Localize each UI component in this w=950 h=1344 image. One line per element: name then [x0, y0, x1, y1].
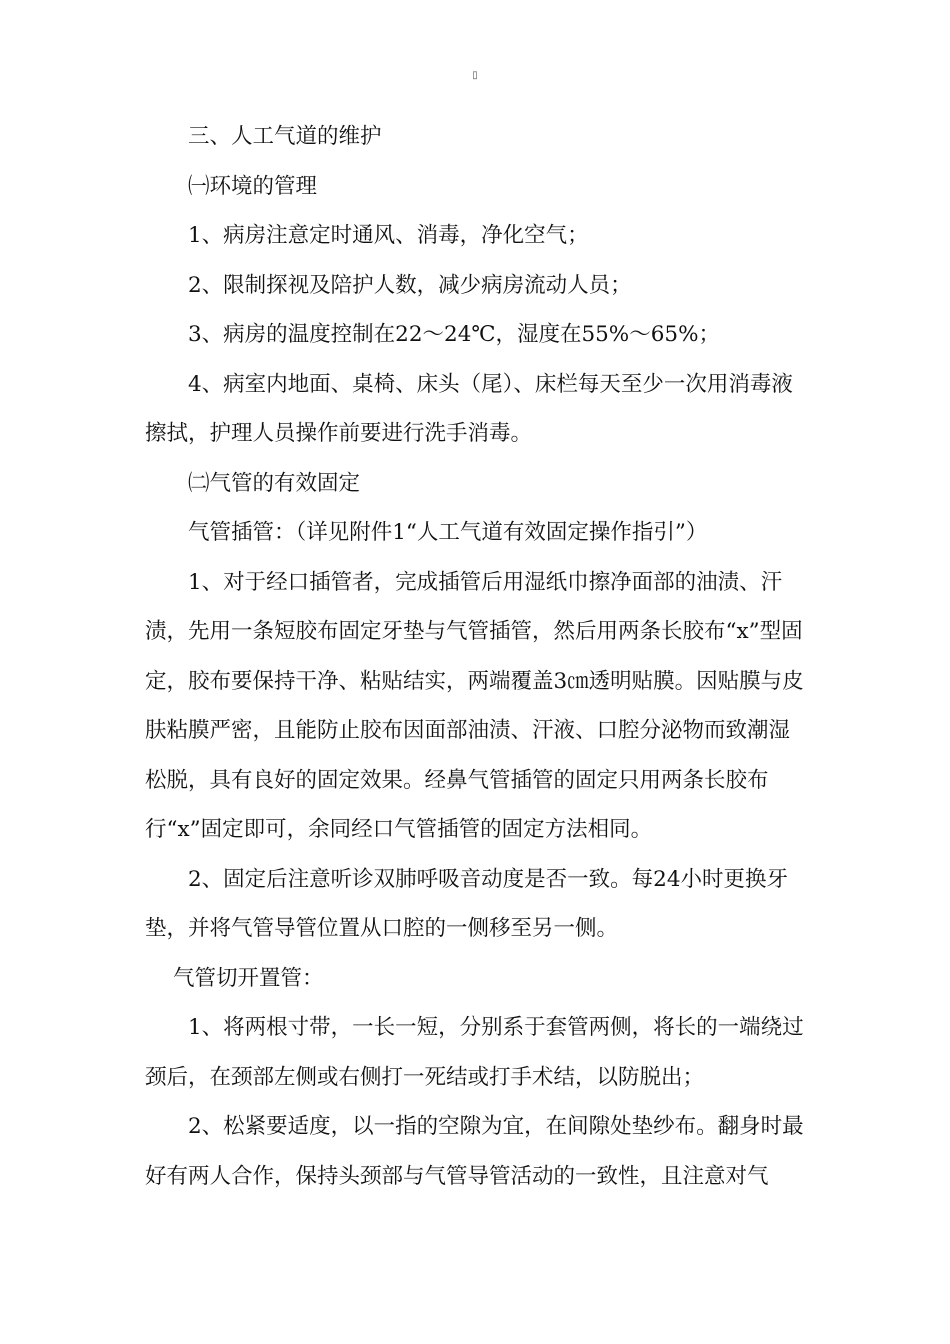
subsection-heading: ㈡气管的有效固定: [188, 470, 361, 496]
paragraph: 2、松紧要适度，以一指的空隙为宜，在间隙处垫纱布。翻身时最好有两人合作，保持头颈部与气管导管活动的一致性，且注意对气: [145, 1114, 804, 1189]
subsection-heading: ㈠环境的管理: [188, 173, 318, 199]
header-mark: ▯: [472, 70, 478, 81]
paragraph: 1、将两根寸带，一长一短，分别系于套管两侧，将长的一端绕过颈后，在颈部左侧或右侧打一死结或打手术结，以防脱出；: [145, 1015, 804, 1090]
paragraph: 1、对于经口插管者，完成插管后用湿纸巾擦净面部的油渍、汗渍，先用一条短胶布固定牙垫与气管插管，然后用两条长胶布“x”型固定，胶布要保持干净、粘贴结实，两端覆盖3㎝透明贴膜。因贴膜与皮肤粘膜严密，且能防止胶布因面部油渍、汗液、口腔分泌物而致潮湿松脱，具有良好的固定效果。经鼻气管插管的固定只用两条长胶布行“x”固定即可，余同经口气管插管的固定方法相同。: [145, 569, 804, 842]
paragraph: 1、病房注意定时通风、消毒，净化空气；: [188, 223, 589, 248]
paragraph: 气管插管：（详见附件1“人工气道有效固定操作指引”）: [188, 520, 708, 545]
paragraph: 4、病室内地面、桌椅、床头（尾）、床栏每天至少一次用消毒液擦拭，护理人员操作前要进行洗手消毒。: [145, 371, 793, 446]
paragraph: 气管切开置管：: [173, 965, 324, 991]
document-body: [145, 112, 810, 1201]
section-heading: 三、人工气道的维护: [188, 124, 382, 149]
paragraph: 2、固定后注意听诊双肺呼吸音动度是否一致。每24小时更换牙垫，并将气管导管位置从口腔的一侧移至另一侧。: [145, 866, 789, 941]
paragraph: 2、限制探视及陪护人数，减少病房流动人员；: [188, 272, 632, 298]
paragraph: 3、病房的温度控制在22～24℃，湿度在55%～65%；: [188, 322, 721, 347]
